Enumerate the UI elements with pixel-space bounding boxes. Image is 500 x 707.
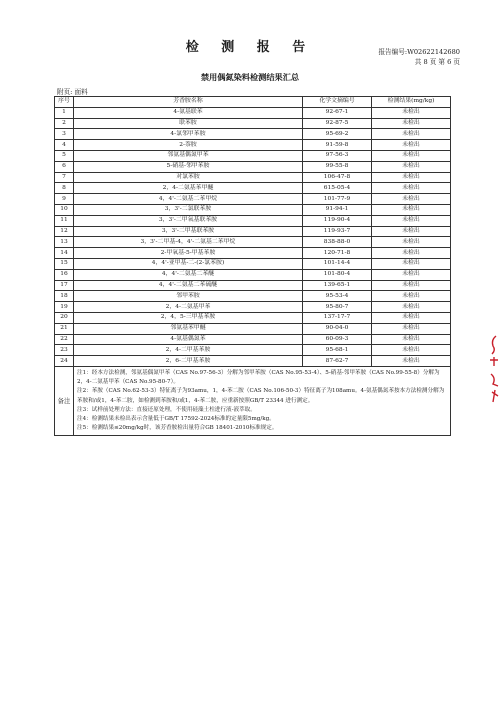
cell-amine-name: 3，3'-二甲基-4，4'-二氨基二苯甲烷: [74, 237, 303, 248]
cell-amine-name: 4-氨基联苯: [74, 107, 303, 118]
cell-seq: 16: [55, 269, 74, 280]
cell-seq: 3: [55, 129, 74, 140]
table-row: [55, 280, 451, 291]
cell-result: 未检出: [372, 280, 451, 291]
cell-amine-name: 2，4，5-三甲基苯胺: [74, 312, 303, 323]
cell-result: 未检出: [372, 356, 451, 367]
cell-seq: 4: [55, 140, 74, 151]
table-row: [55, 323, 451, 334]
cell-cas-no: 87-62-7: [303, 356, 372, 367]
cell-seq: 12: [55, 226, 74, 237]
cell-seq: 24: [55, 356, 74, 367]
cell-seq: 18: [55, 291, 74, 302]
cell-seq: 21: [55, 323, 74, 334]
cell-result: 未检出: [372, 323, 451, 334]
cell-cas-no: 137-17-7: [303, 312, 372, 323]
cell-amine-name: 4-氯邻甲苯胺: [74, 129, 303, 140]
cell-result: 未检出: [372, 237, 451, 248]
cell-seq: 22: [55, 334, 74, 345]
page-title: 检 测 报 告: [185, 40, 315, 55]
cell-result: 未检出: [372, 334, 451, 345]
table-row: [55, 129, 451, 140]
cell-result: 未检出: [372, 183, 451, 194]
table-header-row: [55, 97, 451, 108]
table-row: [55, 334, 451, 345]
cell-seq: 2: [55, 118, 74, 129]
seal-stamp-graphic: [484, 330, 500, 410]
table-row: [55, 237, 451, 248]
cell-cas-no: 60-09-3: [303, 334, 372, 345]
cell-seq: 11: [55, 215, 74, 226]
cell-result: 未检出: [372, 215, 451, 226]
cell-amine-name: 4-氨基偶氮苯: [74, 334, 303, 345]
header-seq: 序号: [55, 97, 74, 108]
cell-seq: 13: [55, 237, 74, 248]
note-4: 注4：检测结果未检出表示含量低于GB/T 17592-2024标准的定量限5mg/kg。: [77, 415, 275, 422]
cell-result: 未检出: [372, 172, 451, 183]
cell-seq: 6: [55, 161, 74, 172]
table-row: [55, 194, 451, 205]
cell-amine-name: 2-萘胺: [74, 140, 303, 151]
table-row: [55, 183, 451, 194]
section-title: 禁用偶氮染料检测结果汇总: [200, 72, 300, 82]
cell-amine-name: 4，4'-二氨基二苯硫醚: [74, 280, 303, 291]
table-row: [55, 356, 451, 367]
notes-row: [55, 366, 451, 435]
table-row: [55, 248, 451, 259]
page-count: 共 8 页 第 6 页: [414, 58, 460, 66]
header-cas-no: 化学文摘编号: [303, 97, 372, 108]
results-table: [54, 96, 451, 436]
cell-amine-name: 5-硝基-邻甲苯胺: [74, 161, 303, 172]
table-row: [55, 345, 451, 356]
notes-label: 备注: [55, 366, 74, 435]
table-row: [55, 150, 451, 161]
cell-seq: 5: [55, 150, 74, 161]
cell-amine-name: 3，3'-二氯联苯胺: [74, 204, 303, 215]
cell-seq: 17: [55, 280, 74, 291]
header-result: 检测结果(mg/kg): [372, 97, 451, 108]
cell-result: 未检出: [372, 302, 451, 313]
cell-seq: 15: [55, 258, 74, 269]
notes-cell: [74, 366, 451, 435]
cell-amine-name: 2-甲氧基-5-甲基苯胺: [74, 248, 303, 259]
table-row: [55, 269, 451, 280]
cell-result: 未检出: [372, 226, 451, 237]
cell-result: 未检出: [372, 291, 451, 302]
cell-cas-no: 99-55-8: [303, 161, 372, 172]
cell-cas-no: 101-77-9: [303, 194, 372, 205]
cell-cas-no: 91-59-8: [303, 140, 372, 151]
cell-cas-no: 97-56-3: [303, 150, 372, 161]
cell-cas-no: 119-90-4: [303, 215, 372, 226]
cell-seq: 1: [55, 107, 74, 118]
cell-result: 未检出: [372, 248, 451, 259]
cell-amine-name: 邻氨基苯甲醚: [74, 323, 303, 334]
cell-amine-name: 4，4'-亚甲基-二-(2-氯苯胺): [74, 258, 303, 269]
cell-cas-no: 92-87-5: [303, 118, 372, 129]
cell-result: 未检出: [372, 161, 451, 172]
cell-cas-no: 95-68-1: [303, 345, 372, 356]
cell-result: 未检出: [372, 150, 451, 161]
cell-amine-name: 3，3'-二甲氧基联苯胺: [74, 215, 303, 226]
table-row: [55, 258, 451, 269]
cell-cas-no: 101-80-4: [303, 269, 372, 280]
table-row: [55, 302, 451, 313]
cell-seq: 20: [55, 312, 74, 323]
table-row: [55, 172, 451, 183]
note-3: 注3：试样前处理方法：直接还原处理，不使用硅藻土柱进行液-液萃取。: [77, 406, 256, 413]
cell-amine-name: 邻氨基偶氮甲苯: [74, 150, 303, 161]
cell-result: 未检出: [372, 140, 451, 151]
cell-cas-no: 139-65-1: [303, 280, 372, 291]
cell-result: 未检出: [372, 258, 451, 269]
table-row: [55, 140, 451, 151]
table-row: [55, 204, 451, 215]
cell-seq: 9: [55, 194, 74, 205]
cell-result: 未检出: [372, 312, 451, 323]
header-amine-name: 芳香胺名称: [74, 97, 303, 108]
table-row: [55, 291, 451, 302]
cell-amine-name: 4，4'-二氨基二苯醚: [74, 269, 303, 280]
cell-result: 未检出: [372, 269, 451, 280]
table-row: [55, 215, 451, 226]
seal-stamp-edge: [484, 330, 500, 410]
cell-seq: 23: [55, 345, 74, 356]
cell-result: 未检出: [372, 107, 451, 118]
table-row: [55, 161, 451, 172]
cell-cas-no: 90-04-0: [303, 323, 372, 334]
cell-cas-no: 92-67-1: [303, 107, 372, 118]
table-row: [55, 226, 451, 237]
note-2: 注2：苯胺（CAS No.62-53-3）特征离子为93amu，1，4-苯二胺（CAS No.106-50-3）特征离子为108amu。4-氨基偶氮苯按本方法检测分解为苯胺和/或1，4-苯二胺，如检测到苯胺和/或1，4-苯二胺，应重新按照GB/T 23344 进行测定。: [77, 388, 445, 404]
cell-amine-name: 3，3'-二甲基联苯胺: [74, 226, 303, 237]
attachment-label: 附页: 面料: [57, 88, 88, 96]
cell-amine-name: 2，4-二氨基甲苯: [74, 302, 303, 313]
cell-seq: 7: [55, 172, 74, 183]
note-5: 注5：检测结果≤20mg/kg时，该芳香胺检出量符合GB 18401-2010标准规定。: [77, 425, 278, 432]
table-row: [55, 312, 451, 323]
cell-cas-no: 95-69-2: [303, 129, 372, 140]
cell-amine-name: 4，4'-二氨基二苯甲烷: [74, 194, 303, 205]
cell-amine-name: 2，4-二甲基苯胺: [74, 345, 303, 356]
cell-result: 未检出: [372, 129, 451, 140]
cell-result: 未检出: [372, 194, 451, 205]
table-row: [55, 107, 451, 118]
cell-cas-no: 106-47-8: [303, 172, 372, 183]
cell-amine-name: 对氯苯胺: [74, 172, 303, 183]
cell-cas-no: 91-94-1: [303, 204, 372, 215]
cell-cas-no: 95-80-7: [303, 302, 372, 313]
cell-amine-name: 2，4-二氨基苯甲醚: [74, 183, 303, 194]
cell-cas-no: 615-05-4: [303, 183, 372, 194]
cell-amine-name: 邻甲苯胺: [74, 291, 303, 302]
cell-amine-name: 2，6-二甲基苯胺: [74, 356, 303, 367]
cell-cas-no: 838-88-0: [303, 237, 372, 248]
cell-seq: 19: [55, 302, 74, 313]
cell-seq: 10: [55, 204, 74, 215]
cell-cas-no: 119-93-7: [303, 226, 372, 237]
note-1: 注1：经本方法检测，邻氨基偶氮甲苯（CAS No.97-56-3）分解为邻甲苯胺（CAS No.95-53-4）、5-硝基-邻甲苯胺（CAS No.99-55-8）分解为2，4-二氨基甲苯（CAS No.95-80-7）。: [77, 369, 440, 386]
cell-result: 未检出: [372, 345, 451, 356]
cell-result: 未检出: [372, 118, 451, 129]
report-number: 报告编号:W02622142680: [378, 48, 460, 56]
cell-cas-no: 95-53-4: [303, 291, 372, 302]
cell-cas-no: 101-14-4: [303, 258, 372, 269]
table-body: [55, 107, 451, 366]
cell-amine-name: 联苯胺: [74, 118, 303, 129]
table-row: [55, 118, 451, 129]
cell-result: 未检出: [372, 204, 451, 215]
cell-seq: 8: [55, 183, 74, 194]
cell-cas-no: 120-71-8: [303, 248, 372, 259]
cell-seq: 14: [55, 248, 74, 259]
